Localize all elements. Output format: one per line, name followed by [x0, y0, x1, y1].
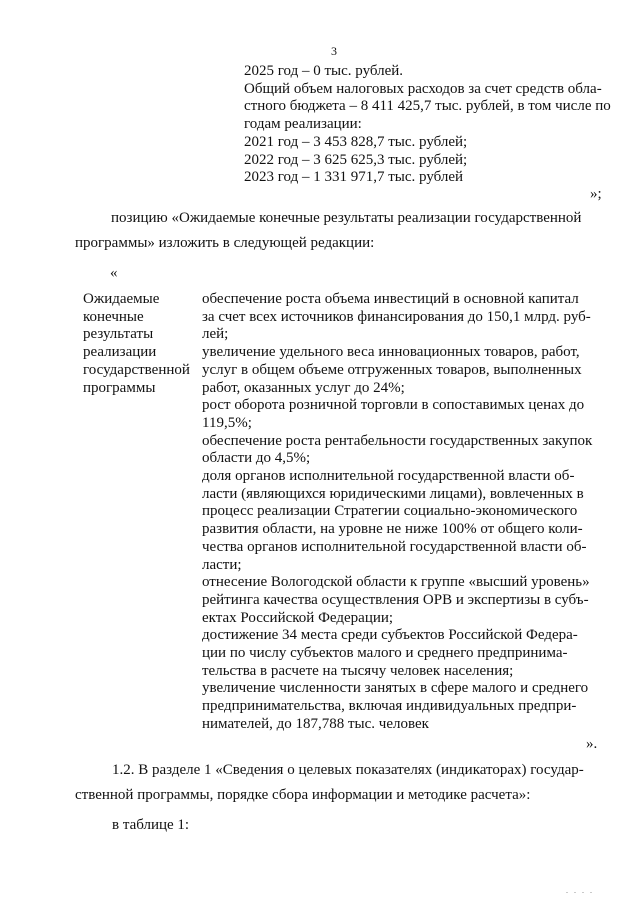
value-line: предпринимательства, включая индивидуальных предпри-: [202, 698, 577, 715]
continuation-line: Общий объем налоговых расходов за счет средств обла-: [244, 80, 602, 97]
continuation-line: 2023 год – 1 331 971,7 тыс. рублей: [244, 169, 464, 186]
continuation-line: годам реализации:: [244, 116, 362, 133]
continuation-line: 2025 год – 0 тыс. рублей.: [244, 63, 404, 79]
value-line: тельства в расчете на тысячу человек населения;: [202, 662, 514, 679]
label-line: программы: [83, 379, 156, 396]
value-line: области до 4,5%;: [202, 450, 311, 467]
opening-quote: «: [110, 265, 118, 281]
continuation-block: [244, 63, 624, 187]
value-line: обеспечение роста объема инвестиций в основной капитал: [202, 291, 579, 307]
paragraph-line: ственной программы, порядке сбора информации и методике расчета»:: [75, 786, 531, 803]
paragraph-line: позицию «Ожидаемые конечные результаты реализации государственной: [111, 210, 582, 226]
footer-mark: . . . .: [566, 886, 594, 895]
paragraph-line: 1.2. В разделе 1 «Сведения о целевых показателях (индикаторах) государ-: [112, 762, 584, 778]
paragraph-line: программы» изложить в следующей редакции:: [75, 234, 375, 251]
value-line: процесс реализации Стратегии социально-экономического: [202, 503, 578, 520]
value-line: обеспечение роста рентабельности государственных закупок: [202, 432, 593, 449]
continuation-line: 2021 год – 3 453 828,7 тыс. рублей;: [244, 133, 468, 150]
label-line: результаты: [83, 326, 154, 343]
value-line: за счет всех источников финансирования до 150,1 млрд. руб-: [202, 308, 591, 325]
paragraph-table-ref: в таблице 1:: [112, 817, 190, 833]
value-line: услуг в общем объеме отгруженных товаров, выполненных: [202, 361, 582, 378]
value-line: 119,5%;: [202, 414, 252, 431]
label-line: государственной: [83, 361, 190, 378]
value-line: рост оборота розничной торговли в сопоставимых ценах до: [202, 397, 585, 414]
value-line: доля органов исполнительной государственной власти об-: [202, 468, 575, 485]
table-value-cell: [202, 291, 601, 734]
continuation-line: стного бюджета – 8 411 425,7 тыс. рублей, в том числе по: [244, 98, 611, 115]
value-line: развития области, на уровне не ниже 100% от общего коли-: [202, 521, 583, 538]
value-line: лей;: [202, 326, 229, 343]
value-line: ции по числу субъектов малого и среднего предпринима-: [202, 645, 568, 662]
paragraph-position-change: [75, 206, 602, 255]
value-line: чества органов исполнительной государственной власти об-: [202, 538, 587, 555]
continuation-line: 2022 год – 3 625 625,3 тыс. рублей;: [244, 151, 468, 168]
closing-quote: ».: [586, 736, 598, 752]
value-line: достижение 34 места среди субъектов Российской Федера-: [202, 627, 578, 644]
value-line: ектах Российской Федерации;: [202, 609, 394, 626]
closing-quote: »;: [590, 186, 602, 202]
value-line: увеличение численности занятых в сфере малого и среднего: [202, 680, 589, 697]
value-line: увеличение удельного веса инновационных товаров, работ,: [202, 344, 580, 361]
value-line: ласти;: [202, 556, 242, 573]
value-line: рейтинга качества осуществления ОРВ и экспертизы в субъ-: [202, 591, 589, 608]
page-number: 3: [331, 44, 337, 58]
value-line: нимателей, до 187,788 тыс. человек: [202, 715, 429, 732]
value-line: отнесение Вологодской области к группе «высший уровень»: [202, 574, 590, 591]
value-line: работ, оказанных услуг до 24%;: [202, 379, 405, 396]
paragraph-section-change: [75, 758, 605, 807]
label-line: реализации: [83, 344, 157, 361]
label-line: Ожидаемые: [83, 291, 160, 307]
label-line: конечные: [83, 308, 144, 325]
table-label-cell: [83, 291, 203, 397]
value-line: ласти (являющихся юридическими лицами), вовлеченных в: [202, 485, 584, 502]
